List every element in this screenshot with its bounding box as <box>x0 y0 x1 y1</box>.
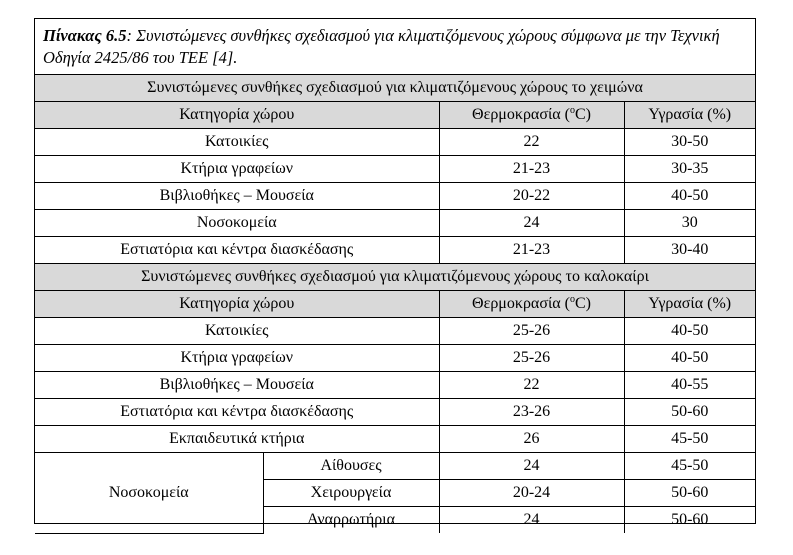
row-category: Κτήρια γραφείων <box>35 156 439 183</box>
row-category: Νοσοκομεία <box>35 210 439 237</box>
conditions-table <box>35 74 755 534</box>
table-row <box>35 237 755 264</box>
row-temperature: 21-23 <box>439 237 624 264</box>
row-humidity: 50-60 <box>624 507 755 534</box>
summer-section-header <box>35 264 755 291</box>
row-temperature: 22 <box>439 372 624 399</box>
row-temperature: 24 <box>439 507 624 534</box>
row-category: Εστιατόρια και κέντρα διασκέδασης <box>35 237 439 264</box>
winter-section-header <box>35 75 755 102</box>
row-subcategory: Χειρουργεία <box>263 480 439 507</box>
table-row <box>35 129 755 156</box>
row-humidity: 45-50 <box>624 426 755 453</box>
summer-column-headers <box>35 291 755 318</box>
row-temperature: 21-23 <box>439 156 624 183</box>
row-humidity: 30-35 <box>624 156 755 183</box>
row-category: Εκπαιδευτικά κτήρια <box>35 426 439 453</box>
row-temperature: 26 <box>439 426 624 453</box>
row-category: Κτήρια γραφείων <box>35 345 439 372</box>
header-humidity: Υγρασία (%) <box>624 102 755 129</box>
row-temperature: 22 <box>439 129 624 156</box>
row-humidity: 30-50 <box>624 129 755 156</box>
row-temperature: 20-22 <box>439 183 624 210</box>
header-humidity: Υγρασία (%) <box>624 291 755 318</box>
row-temperature: 23-26 <box>439 399 624 426</box>
row-subcategory: Αίθουσες <box>263 453 439 480</box>
summer-title: Συνιστώμενες συνθήκες σχεδιασμού για κλιματιζόμενους χώρους το καλοκαίρι <box>35 264 755 291</box>
table-row <box>35 156 755 183</box>
winter-title: Συνιστώμενες συνθήκες σχεδιασμού για κλιματιζόμενους χώρους το χειμώνα <box>35 75 755 102</box>
row-category: Κατοικίες <box>35 129 439 156</box>
row-humidity: 40-50 <box>624 345 755 372</box>
table-frame <box>34 18 756 528</box>
row-humidity: 30-40 <box>624 237 755 264</box>
row-subcategory: Αναρρωτήρια <box>263 507 439 534</box>
row-category: Εστιατόρια και κέντρα διασκέδασης <box>35 399 439 426</box>
header-temperature: Θερμοκρασία ($^o$C) <box>439 291 624 318</box>
header-temperature: Θερμοκρασία ($^o$C) <box>439 102 624 129</box>
row-humidity: 30 <box>624 210 755 237</box>
header-category: Κατηγορία χώρου <box>35 291 439 318</box>
table-row <box>35 399 755 426</box>
table-row <box>35 372 755 399</box>
row-temperature: 24 <box>439 210 624 237</box>
table-row <box>35 453 755 480</box>
row-temperature: 24 <box>439 453 624 480</box>
row-category: Κατοικίες <box>35 318 439 345</box>
row-category: Βιβλιοθήκες – Μουσεία <box>35 372 439 399</box>
caption-text: : Συνιστώμενες συνθήκες σχεδιασμού για κλιματιζόμενους χώρους σύμφωνα με την Τεχνική Οδηγία 2425/86 του ΤΕΕ [4]. <box>43 26 720 67</box>
row-temperature: 20-24 <box>439 480 624 507</box>
table-row <box>35 345 755 372</box>
row-humidity: 40-50 <box>624 183 755 210</box>
table-row <box>35 318 755 345</box>
row-humidity: 40-55 <box>624 372 755 399</box>
caption-number: Πίνακας 6.5 <box>43 26 127 45</box>
row-category-hospitals: Νοσοκομεία <box>35 453 263 534</box>
table-row <box>35 426 755 453</box>
winter-column-headers <box>35 102 755 129</box>
row-humidity: 50-60 <box>624 480 755 507</box>
row-humidity: 40-50 <box>624 318 755 345</box>
table-caption <box>35 19 755 75</box>
row-category: Βιβλιοθήκες – Μουσεία <box>35 183 439 210</box>
row-humidity: 45-50 <box>624 453 755 480</box>
table-row <box>35 210 755 237</box>
row-temperature: 25-26 <box>439 318 624 345</box>
table-row <box>35 183 755 210</box>
row-temperature: 25-26 <box>439 345 624 372</box>
header-category: Κατηγορία χώρου <box>35 102 439 129</box>
row-humidity: 50-60 <box>624 399 755 426</box>
